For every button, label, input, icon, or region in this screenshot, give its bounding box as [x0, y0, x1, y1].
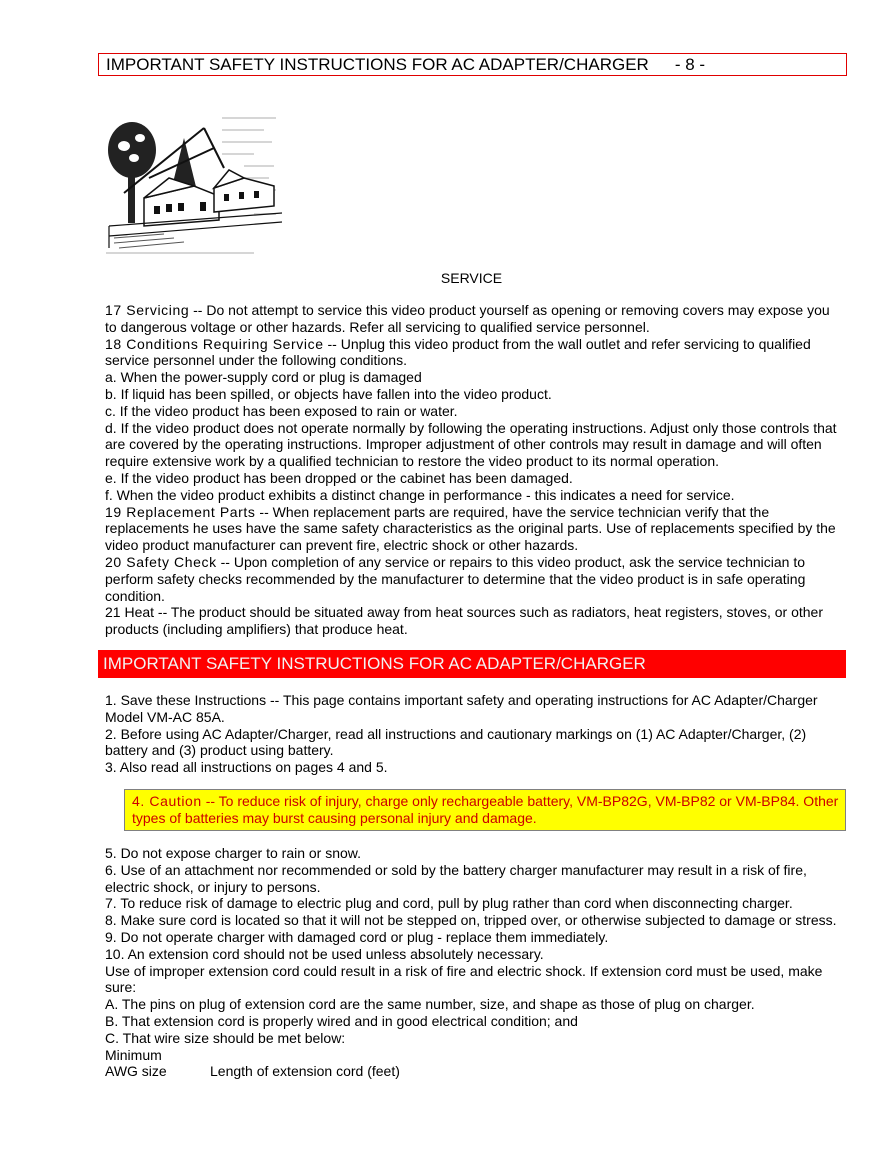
- awg-size-header: AWG size: [105, 1063, 167, 1080]
- minimum-label: Minimum: [105, 1046, 162, 1063]
- adapter-section-heading: IMPORTANT SAFETY INSTRUCTIONS FOR AC ADAPTER/CHARGER: [98, 650, 846, 678]
- adapter-item-9: 9. Do not operate charger with damaged cord or plug - replace them immediately.: [105, 928, 609, 945]
- adapter-item-7: 7. To reduce risk of damage to electric plug and cord, pull by plug rather than cord when disconnecting charger.: [105, 895, 793, 912]
- service-item-19: 19 Replacement Parts -- When replacement parts are required, have the service technician verify that the replacements he uses have the same safety characteristics as the original parts. Use of replacements specified by the video product manufacturer can prevent fire, electric shock or other hazards.: [105, 503, 836, 554]
- adapter-item-5: 5. Do not expose charger to rain or snow.: [105, 845, 362, 861]
- service-item-18: 18 Conditions Requiring Service -- Unplug this video product from the wall outlet and refer servicing to qualified service personnel under the following conditions.: [105, 335, 811, 369]
- page-header: [98, 53, 847, 76]
- header-title: IMPORTANT SAFETY INSTRUCTIONS FOR AC ADAPTER/CHARGER: [106, 55, 649, 74]
- service-item-18d: d. If the video product does not operate normally by following the operating instructions. Adjust only those controls that are covered by the operating instructions. Improper adjustment of other controls may result in damage and will often require extensive work by a qualified technician to restore the video product to its normal operation.: [105, 419, 837, 470]
- adapter-items-b: [105, 845, 840, 1080]
- adapter-item-3: 3. Also read all instructions on pages 4 and 5.: [105, 759, 388, 776]
- service-item-21: 21 Heat -- The product should be situated away from heat sources such as radiators, heat registers, stoves, or other products (including amplifiers) that produce heat.: [105, 604, 823, 638]
- caution-box: [124, 789, 846, 831]
- extension-cord-note: Use of improper extension cord could result in a risk of fire and electric shock. If extension cord must be used, make sure:: [105, 962, 823, 996]
- service-section: [105, 302, 840, 638]
- adapter-item-8: 8. Make sure cord is located so that it will not be stepped on, tripped over, or otherwise subjected to damage or stress.: [105, 912, 837, 929]
- service-item-18a: a. When the power-supply cord or plug is damaged: [105, 369, 422, 386]
- service-item-18b: b. If liquid has been spilled, or objects have fallen into the video product.: [105, 385, 552, 402]
- adapter-item-6: 6. Use of an attachment nor recommended or sold by the battery charger manufacturer may result in a risk of fire, electric shock, or injury to persons.: [105, 861, 807, 895]
- adapter-item-10: 10. An extension cord should not be used unless absolutely necessary.: [105, 945, 544, 962]
- page-number: - 8 -: [674, 55, 706, 74]
- service-item-18e: e. If the video product has been dropped or the cabinet has been damaged.: [105, 469, 573, 486]
- extension-cord-item-a: A. The pins on plug of extension cord are the same number, size, and shape as those of plug on charger.: [105, 996, 755, 1013]
- awg-table-header: [105, 1063, 840, 1080]
- adapter-item-2: 2. Before using AC Adapter/Charger, read all instructions and cautionary markings on (1) AC Adapter/Charger, (2) battery and (3) product using battery.: [105, 725, 807, 759]
- extension-cord-item-c: C. That wire size should be met below:: [105, 1029, 346, 1046]
- service-item-17: 17 Servicing -- Do not attempt to service this video product yourself as opening or removing covers may expose you to dangerous voltage or other hazards. Refer all servicing to qualified service personnel.: [105, 302, 830, 335]
- service-heading: SERVICE: [440, 270, 503, 286]
- caution-label: 4. Caution: [132, 793, 202, 809]
- service-item-18f: f. When the video product exhibits a distinct change in performance - this indicates a need for service.: [105, 486, 735, 503]
- service-item-18c: c. If the video product has been exposed to rain or water.: [105, 402, 458, 419]
- adapter-items-a: [105, 692, 840, 776]
- cord-length-header: Length of extension cord (feet): [210, 1063, 400, 1080]
- house-power-line-illustration: [104, 108, 282, 258]
- service-item-20: 20 Safety Check -- Upon completion of any service or repairs to this video product, ask the service technician to perform safety checks recommended by the manufacturer to determine that the video product is in safe operating condition.: [105, 553, 806, 604]
- extension-cord-item-b: B. That extension cord is properly wired and in good electrical condition; and: [105, 1012, 578, 1029]
- adapter-item-1: 1. Save these Instructions -- This page contains important safety and operating instructions for AC Adapter/Charger Model VM-AC 85A.: [105, 692, 818, 725]
- caution-text: -- To reduce risk of injury, charge only rechargeable battery, VM-BP82G, VM-BP82 or VM-BP84. Other types of batteries may burst causing personal injury and damage.: [132, 793, 839, 826]
